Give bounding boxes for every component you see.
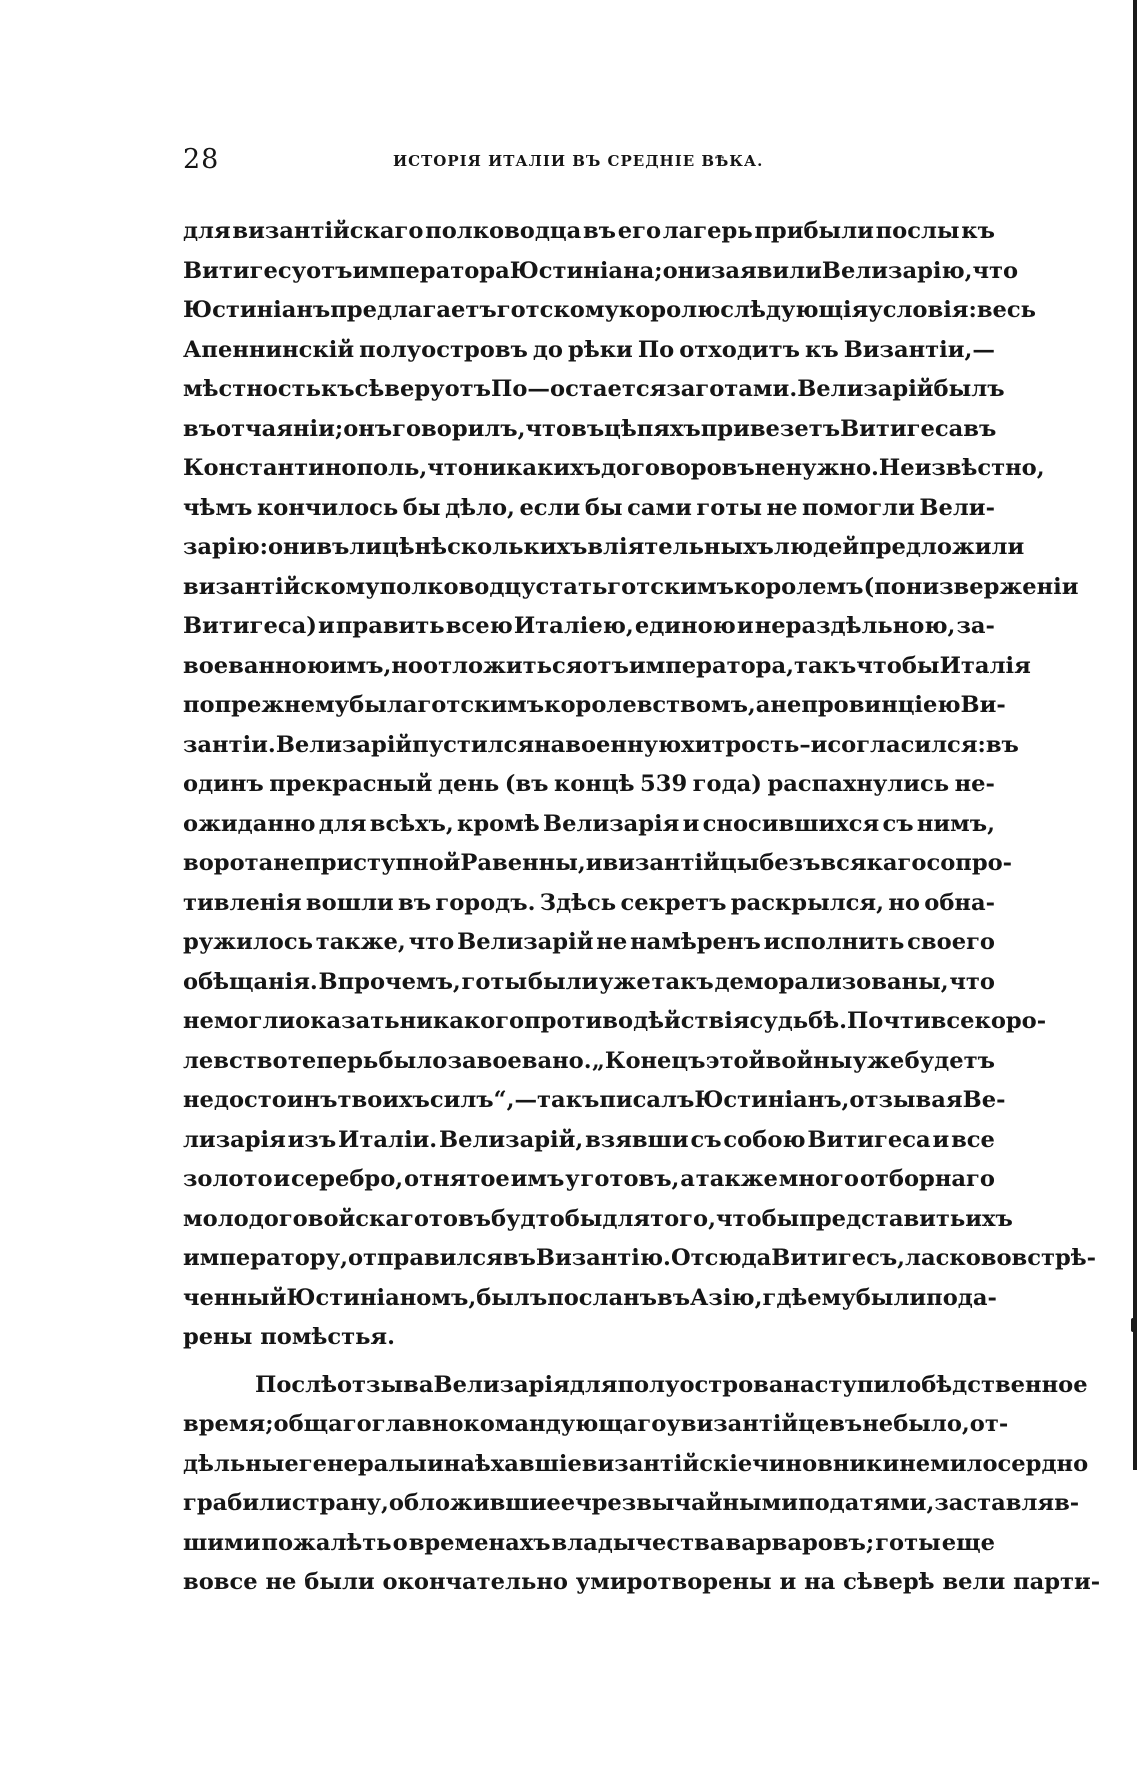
paragraph xyxy=(183,212,1097,1358)
text-line: Послѣ отзыва Велизарія для полуострова наступило бѣдственное xyxy=(255,1371,1088,1398)
text-line: одинъ прекрасный день (въ концѣ 539 года) распахнулись не- xyxy=(183,771,995,797)
text-line: византійскому полководцу стать готскимъ королемъ (по низверженіи xyxy=(183,573,1079,600)
text-line: недостоинъ твоихъ силъ“,—такъ писалъ Юстиніанъ, отзывая Ве- xyxy=(183,1087,1006,1113)
text-line: обѣщанія. Впрочемъ, готы были уже такъ деморализованы, что xyxy=(183,968,995,995)
text-line: зантіи. Велизарій пустился на военную хитрость – и согласился: въ xyxy=(183,731,1019,758)
text-line: шими пожалѣть о временахъ владычества варваровъ; готы еще xyxy=(183,1529,995,1556)
text-line: ченный Юстиніаномъ, былъ посланъ въ Азію, гдѣ ему были пода- xyxy=(183,1284,997,1311)
text-line: по прежнему была готскимъ королевствомъ, а не провинціею Ви- xyxy=(183,692,1006,718)
text-line: не могли оказать никакого противодѣйствія судьбѣ. Почти все коро- xyxy=(183,1008,1047,1034)
text-line: левство теперь было завоевано. „Конецъ этой войны уже будетъ xyxy=(183,1047,995,1074)
text-line: въ отчаяніи; онъ говорилъ, что въ цѣпяхъ привезетъ Витигеса въ xyxy=(183,415,997,442)
text-line: грабили страну, обложивши ее чрезвычайными податями, заставляв- xyxy=(183,1490,1080,1516)
text-line: ворота неприступной Равенны, и византійцы безъ всякаго сопро- xyxy=(183,850,1013,876)
paragraph-break xyxy=(183,1358,995,1366)
text-line: время; общаго главнокомандующаго у византійцевъ не было, от- xyxy=(183,1411,1009,1437)
text-line: золото и серебро, отнятое имъ у готовъ, а также много отборнаго xyxy=(183,1166,995,1192)
text-line: лизарія изъ Италіи. Велизарій, взявши съ собою Витигеса и все xyxy=(183,1126,995,1153)
text-line: чѣмъ кончилось бы дѣло, если бы сами готы не помогли Вели- xyxy=(183,494,995,521)
page-number: 28 xyxy=(183,144,220,175)
text-line: императору, отправился въ Византію. Отсюда Витигесъ, ласково встрѣ- xyxy=(183,1245,1097,1271)
body-text xyxy=(183,212,1101,1603)
page-header xyxy=(183,144,995,184)
page-edge-mark xyxy=(1131,1318,1136,1332)
paragraph xyxy=(183,1366,1101,1603)
text-line: молодого войска готовъ будто бы для того, чтобы представить ихъ xyxy=(183,1205,1013,1232)
page-edge-rule xyxy=(1133,0,1137,1470)
text-line: Апеннинскій полуостровъ до рѣки По отходитъ къ Византіи,— xyxy=(183,336,995,363)
text-line: дѣльные генералы и наѣхавшіе византійскіе чиновники немилосердно xyxy=(183,1450,1089,1477)
text-line: воеванною имъ, но отложиться отъ императора, такъ чтобы Италія xyxy=(183,652,1031,679)
text-line: Витигесу отъ императора Юстиніана; они заявили Велизарію, что xyxy=(183,257,1019,284)
text-line: ружилось также, что Велизарій не намѣренъ исполнить своего xyxy=(183,929,995,955)
text-line: Юстиніанъ предлагаетъ готскому королю слѣдующія условія: весь xyxy=(183,297,1036,323)
text-line: рены помѣстья. xyxy=(183,1324,395,1350)
text-line: ожиданно для всѣхъ, кромѣ Велизарія и сносившихся съ нимъ, xyxy=(183,810,995,837)
text-line: для византійскаго полководца въ его лагерь прибыли послы къ xyxy=(183,218,995,244)
text-line: мѣстность къ сѣверу отъ По — остается за готами. Велизарій былъ xyxy=(183,376,1005,402)
text-line: тивленія вошли въ городъ. Здѣсь секретъ раскрылся, но обна- xyxy=(183,889,995,916)
running-title: ИСТОРІЯ ИТАЛІИ ВЪ СРЕДНІЕ ВѢКА. xyxy=(393,152,764,170)
text-line: Витигеса) и править всею Италіею, единою и нераздѣльною, за- xyxy=(183,613,995,639)
text-line: вовсе не были окончательно умиротворены и на сѣверѣ вели парти- xyxy=(183,1569,1101,1595)
text-line: зарію: они въ лицѣ нѣсколькихъ вліятельныхъ людей предложили xyxy=(183,534,1025,560)
text-line: Константинополь, что никакихъ договоровъ не нужно. Неизвѣстно, xyxy=(183,455,1045,481)
